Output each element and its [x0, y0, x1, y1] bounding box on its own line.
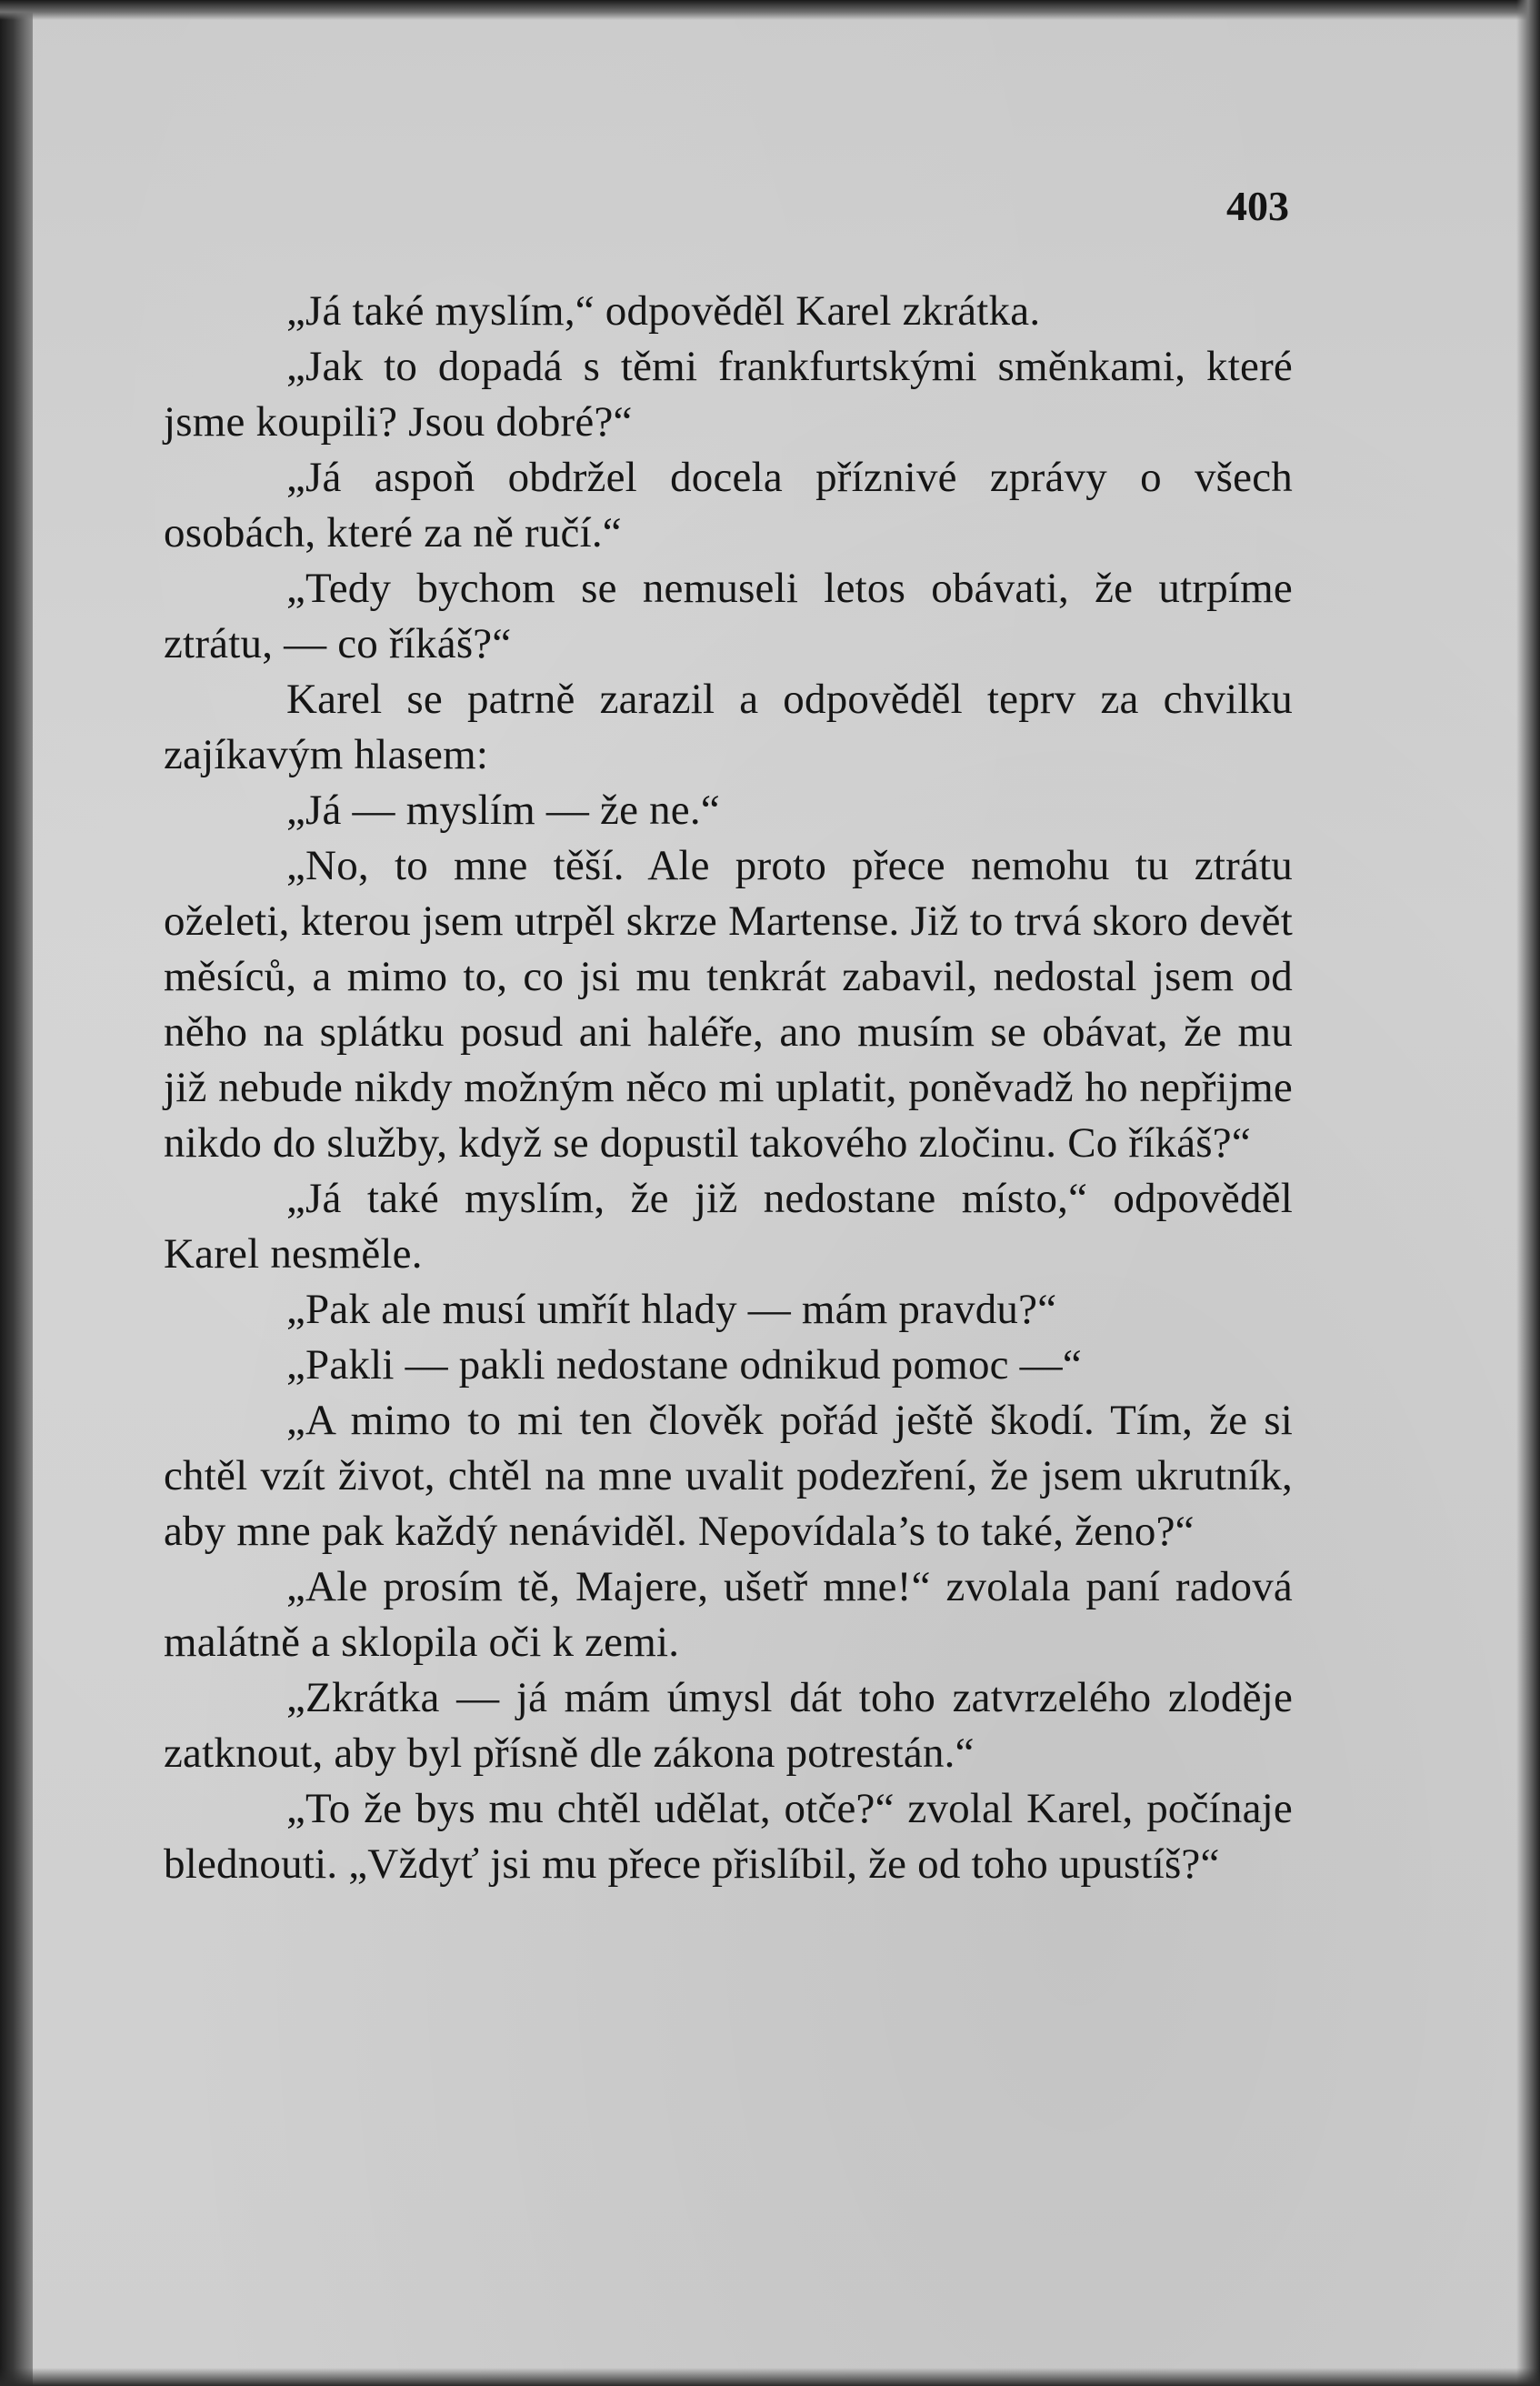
paragraph: „Zkrátka — já mám úmysl dát toho zatvrzelého zloděje zatknout, aby byl přísně dle zákona potrestán.“: [164, 1674, 1293, 1777]
right-edge-shadow: [1516, 0, 1540, 2386]
paragraph: „Já — myslím — že ne.“: [286, 787, 720, 834]
paragraph: „Pak ale musí umřít hlady — mám pravdu?“: [286, 1286, 1057, 1333]
paragraph: „Já také myslím, že již nedostane místo,“ odpověděl Karel nesměle.: [164, 1175, 1293, 1278]
paragraph: „Pakli — pakli nedostane odnikud pomoc —“: [286, 1341, 1082, 1388]
paragraph: Karel se patrně zarazil a odpověděl teprv za chvilku zajíkavým hlasem:: [164, 676, 1293, 778]
paragraph: „A mimo to mi ten člověk pořád ještě škodí. Tím, že si chtěl vzít život, chtěl na mne uvalit podezření, že jsem ukrutník, aby mne pak každý nenáviděl. Nepovídala’s to také, ženo?“: [164, 1397, 1293, 1555]
page-number: 403: [1226, 183, 1289, 229]
bottom-edge-shadow: [0, 2368, 1540, 2386]
paragraph: „No, to mne těší. Ale proto přece nemohu tu ztrátu oželeti, kterou jsem utrpěl skrze Martense. Již to trvá skoro devět měsíců, a mimo to, co jsi mu tenkrát zabavil, nedostal jsem od něho na splátku posud ani haléře, ano musím se obávat, že mu již nebude nikdy možným něco mi uplatit, poněvadž ho nepřijme nikdo do služby, když se dopustil takového zločinu. Co říkáš?“: [164, 842, 1293, 1167]
paragraph: „Já aspoň obdržel docela příznivé zprávy o všech osobách, které za ně ručí.“: [164, 454, 1293, 556]
paragraph: „Já také myslím,“ odpověděl Karel zkrátka.: [286, 287, 1041, 335]
top-edge-shadow: [0, 0, 1540, 20]
paragraph: „Ale prosím tě, Majere, ušetř mne!“ zvolala paní radová malátně a sklopila oči k zemi.: [164, 1563, 1293, 1666]
paragraph: „To že bys mu chtěl udělat, otče?“ zvolal Karel, počínaje blednouti. „Vždyť jsi mu přece přislíbil, že od toho upustíš?“: [164, 1785, 1293, 1888]
book-spine-shadow: [0, 0, 33, 2386]
page-text: [164, 284, 1293, 1892]
paragraph: „Jak to dopadá s těmi frankfurtskými směnkami, které jsme koupili? Jsou dobré?“: [164, 343, 1293, 446]
paragraph: „Tedy bychom se nemuseli letos obávati, že utrpíme ztrátu, — co říkáš?“: [164, 565, 1293, 667]
